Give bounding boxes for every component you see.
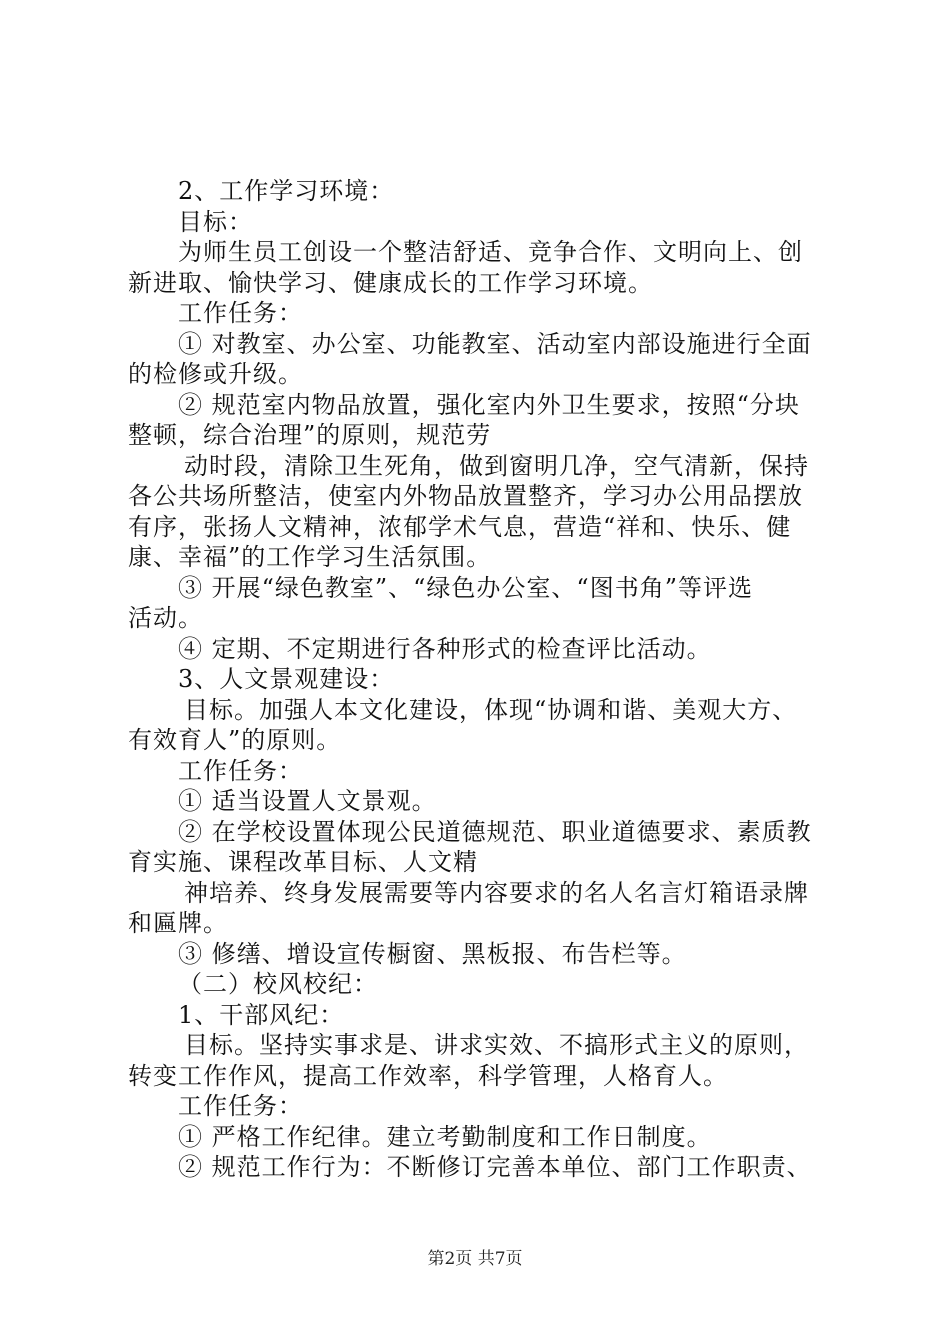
section-heading: 1、干部风纪： <box>178 1000 345 1029</box>
list-item: ① 对教室、办公室、功能教室、活动室内部设施进行全面 <box>178 329 812 358</box>
list-item: ① 适当设置人文景观。 <box>178 787 437 815</box>
list-item: ② 规范工作行为：不断修订完善本单位、部门工作职责、 <box>178 1153 812 1181</box>
paragraph-line: 工作任务： <box>178 756 303 785</box>
paragraph-line: 活动。 <box>128 604 203 632</box>
document-body <box>128 176 833 1183</box>
paragraph-line: 转变工作作风，提高工作效率，科学管理，人格育人。 <box>128 1061 728 1090</box>
list-item: ③ 修缮、增设宣传橱窗、黑板报、布告栏等。 <box>178 939 687 968</box>
paragraph-line: 工作任务： <box>178 1092 303 1120</box>
paragraph-line: 新进取、愉快学习、健康成长的工作学习环境。 <box>128 268 653 297</box>
list-item: ④ 定期、不定期进行各种形式的检查评比活动。 <box>178 634 712 663</box>
paragraph-line: 工作任务： <box>178 299 303 327</box>
paragraph-line: 和匾牌。 <box>128 909 228 937</box>
paragraph-line: 康、幸福”的工作学习生活氛围。 <box>128 543 492 571</box>
paragraph-line: 的检修或升级。 <box>128 360 303 388</box>
paragraph-line: 有序，张扬人文精神，浓郁学术气息，营造“祥和、快乐、健 <box>128 512 792 541</box>
paragraph-line: 神培养、终身发展需要等内容要求的名人名言灯箱语录牌 <box>184 878 809 907</box>
list-item: ② 在学校设置体现公民道德规范、职业道德要求、素质教 <box>178 817 812 846</box>
paragraph-line: 为师生员工创设一个整洁舒适、竞争合作、文明向上、创 <box>178 238 803 266</box>
list-item: ① 严格工作纪律。建立考勤制度和工作日制度。 <box>178 1122 712 1151</box>
paragraph-line: 育实施、课程改革目标、人文精 <box>128 848 478 876</box>
paragraph-line: 目标。加强人本文化建设，体现“协调和谐、美观大方、 <box>184 695 798 724</box>
paragraph-line: 有效育人”的原则。 <box>128 726 342 754</box>
section-heading: 3、人文景观建设： <box>178 665 395 693</box>
page-number-footer: 第2页 共7页 <box>427 1249 523 1269</box>
list-item: ② 规范室内物品放置，强化室内外卫生要求，按照“分块 <box>178 390 800 419</box>
paragraph-line: 目标。坚持实事求是、讲求实效、不搞形式主义的原则， <box>184 1031 809 1059</box>
paragraph-line: 整顿，综合治理”的原则，规范劳 <box>128 421 492 449</box>
paragraph-line: 目标： <box>178 207 253 236</box>
paragraph-line: 动时段，清除卫生死角，做到窗明几净，空气清新，保持 <box>184 451 809 480</box>
list-item: ③ 开展“绿色教室”、“绿色办公室、“图书角”等评选 <box>178 573 753 602</box>
section-heading: 2、工作学习环境： <box>178 177 395 205</box>
section-heading: （二）校风校纪： <box>178 970 378 998</box>
paragraph-line: 各公共场所整洁，使室内外物品放置整齐，学习办公用品摆放 <box>128 482 803 510</box>
